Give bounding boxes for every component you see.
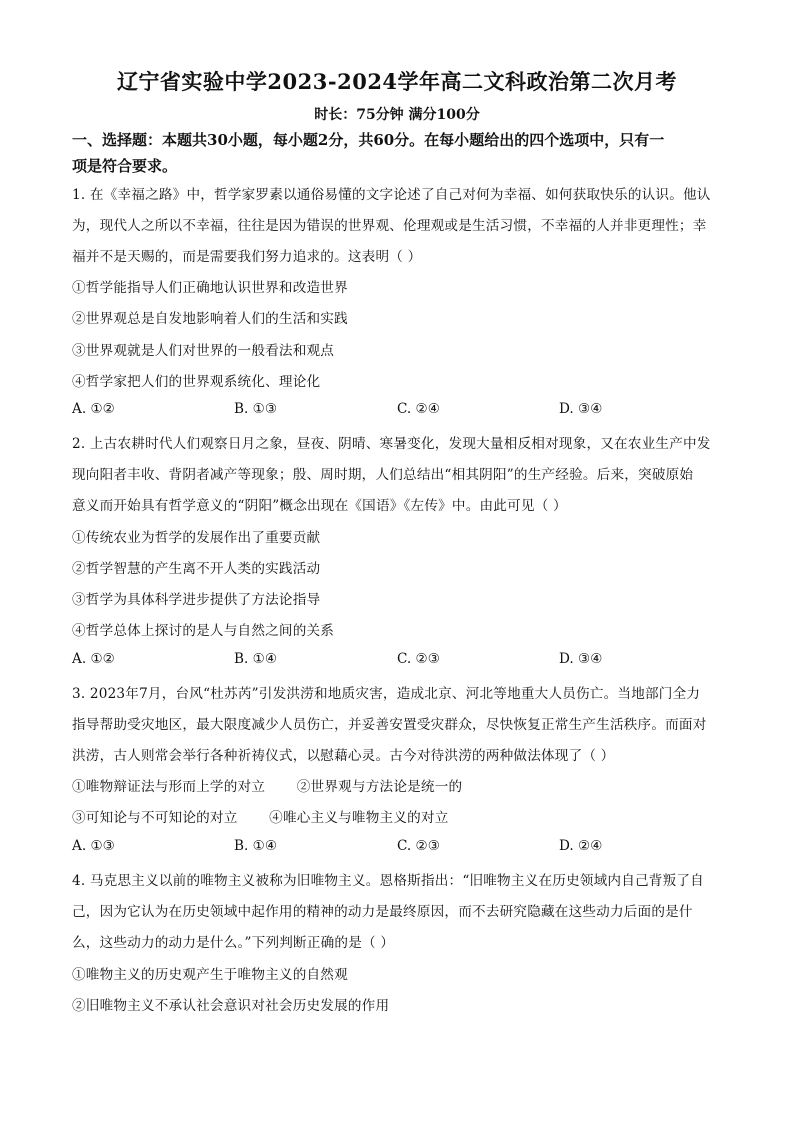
question-1-option-b[interactable]: B. ①③	[234, 401, 278, 417]
question-3-text-line-2: 指导帮助受灾地区，最大限度减少人员伤亡，并妥善安置受灾群众，尽快恢复正常生产生活秩序。而面对	[72, 717, 707, 733]
question-1-option-a[interactable]: A. ①②	[72, 401, 115, 417]
question-2-option-d[interactable]: D. ③④	[559, 651, 603, 667]
section-heading-line-1: 一、选择题：本题共30小题，每小题2分，共60分。在每小题给出的四个选项中，只有一	[72, 131, 665, 149]
exam-duration-score: 时长：75分钟 满分100分	[314, 107, 480, 123]
question-2-text-line-3: 意义而开始具有哲学意义的“阴阳”概念出现在《国语》《左传》中。由此可见（ ）	[72, 498, 567, 514]
question-2-statement-3: ③哲学为具体科学进步提供了方法论指导	[72, 592, 321, 608]
question-3-text-line-1: 3. 2023年7月，台风“杜苏芮”引发洪涝和地质灾害，造成北京、河北等地重大人员伤亡。当地部门全力	[72, 686, 701, 702]
question-2-text-line-1: 2. 上古农耕时代人们观察日月之象，昼夜、阴晴、寒暑变化，发现大量相反相对现象，又在农业生产中发	[72, 436, 711, 452]
question-2-statement-1: ①传统农业为哲学的发展作出了重要贡献	[72, 530, 321, 546]
question-1-options	[72, 401, 732, 421]
question-3-statement-1-2: ①唯物辩证法与形而上学的对立 ②世界观与方法论是统一的	[72, 779, 463, 795]
question-4-text-line-1: 4. 马克思主义以前的唯物主义被称为旧唯物主义。恩格斯指出：“旧唯物主义在历史领域内自己背叛了自	[72, 873, 704, 889]
question-2-options	[72, 651, 732, 671]
question-3-option-b[interactable]: B. ①④	[234, 838, 278, 854]
exam-title: 辽宁省实验中学2023-2024学年高二文科政治第二次月考	[116, 69, 678, 94]
question-1-statement-2: ②世界观总是自发地影响着人们的生活和实践	[72, 311, 348, 327]
question-2-statement-4: ④哲学总体上探讨的是人与自然之间的关系	[72, 623, 335, 639]
section-heading	[72, 127, 728, 179]
question-3-text-line-3: 洪涝，古人则常会举行各种祈祷仪式，以慰藉心灵。古今对待洪涝的两种做法体现了（ ）	[72, 748, 615, 764]
question-1-statement-3: ③世界观就是人们对世界的一般看法和观点	[72, 343, 335, 359]
question-2-option-a[interactable]: A. ①②	[72, 651, 115, 667]
question-1-text-line-3: 福并不是天赐的，而是需要我们努力追求的。这表明（ ）	[72, 249, 422, 265]
question-1-statement-4: ④哲学家把人们的世界观系统化、理论化	[72, 374, 321, 390]
question-1-text-line-1: 1. 在《幸福之路》中，哲学家罗素以通俗易懂的文字论述了自己对何为幸福、如何获取快乐的认识。他认	[72, 187, 711, 203]
question-3-statement-3-4: ③可知论与不可知论的对立 ④唯心主义与唯物主义的对立	[72, 810, 449, 826]
question-4-text-line-3: 么，这些动力的动力是什么。”下列判断正确的是（ ）	[72, 935, 395, 951]
section-heading-line-2: 项是符合要求。	[72, 157, 178, 175]
question-1-option-d[interactable]: D. ③④	[559, 401, 603, 417]
question-3-options	[72, 838, 732, 858]
question-4-statement-2: ②旧唯物主义不承认社会意识对社会历史发展的作用	[72, 998, 390, 1014]
question-2-text-line-2: 现向阳者丰收、背阴者减产等现象；殷、周时期，人们总结出“相其阴阳”的生产经验。后来，突破原始	[72, 467, 694, 483]
question-4-text-line-2: 己，因为它认为在历史领域中起作用的精神的动力是最终原因，而不去研究隐藏在这些动力后面的是什	[72, 904, 693, 920]
question-3-option-a[interactable]: A. ①③	[72, 838, 115, 854]
question-3-option-c[interactable]: C. ②③	[397, 838, 440, 854]
question-2-option-c[interactable]: C. ②③	[397, 651, 440, 667]
question-4-statement-1: ①唯物主义的历史观产生于唯物主义的自然观	[72, 967, 348, 983]
question-1-option-c[interactable]: C. ②④	[397, 401, 440, 417]
question-2-option-b[interactable]: B. ①④	[234, 651, 278, 667]
question-1-statement-1: ①哲学能指导人们正确地认识世界和改造世界	[72, 280, 348, 296]
question-3-option-d[interactable]: D. ②④	[559, 838, 603, 854]
question-1-text-line-2: 为，现代人之所以不幸福，往往是因为错误的世界观、伦理观或是生活习惯，不幸福的人并非更理性；幸	[72, 218, 707, 234]
question-2-statement-2: ②哲学智慧的产生离不开人类的实践活动	[72, 561, 321, 577]
